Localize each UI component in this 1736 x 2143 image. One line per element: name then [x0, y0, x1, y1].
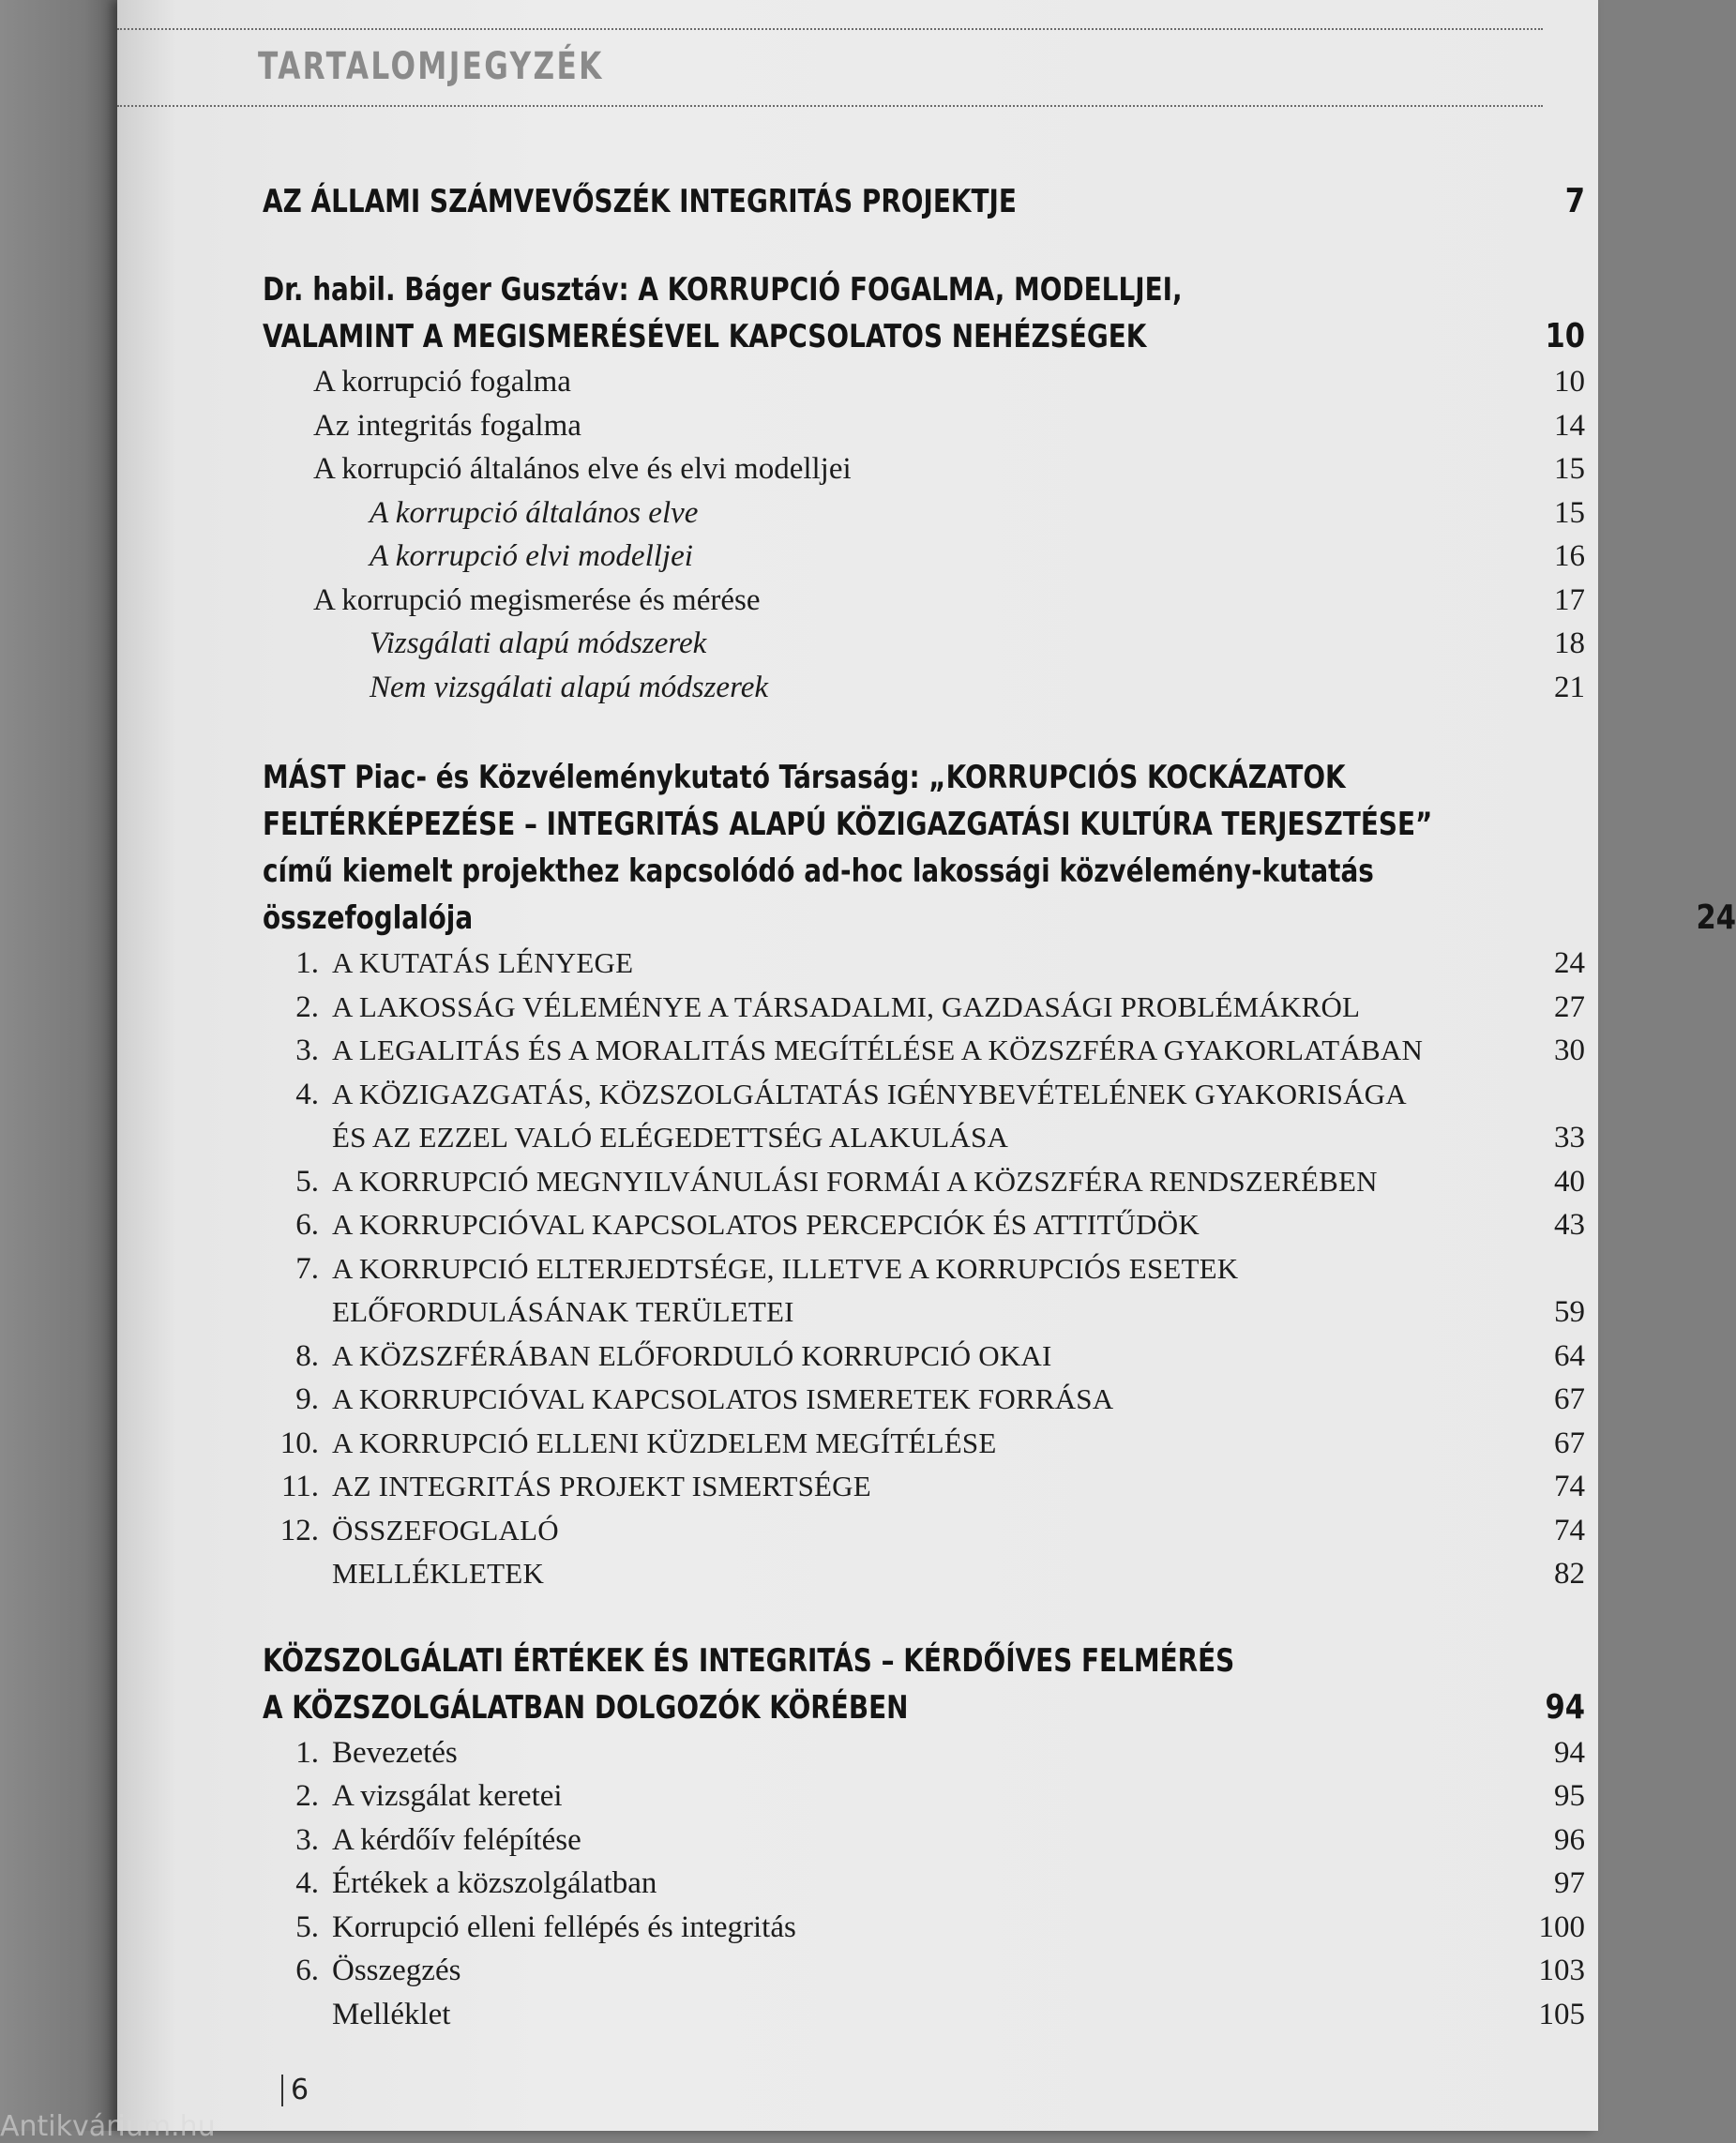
section-heading[interactable] — [263, 266, 1585, 360]
section-title-line: A KÖZSZOLGÁLATBAN DOLGOZÓK KÖRÉBEN — [263, 1688, 909, 1727]
entry-page: 74 — [1554, 1513, 1585, 1547]
entry-title: A KORRUPCIÓ MEGNYILVÁNULÁSI FORMÁI A KÖZSZFÉRA RENDSZERÉBEN — [332, 1164, 1378, 1198]
entry-title: A kérdőív felépítése — [332, 1822, 581, 1857]
toc-entry[interactable] — [263, 1073, 1585, 1160]
toc-entry[interactable] — [263, 1819, 1585, 1863]
toc-entry[interactable] — [263, 1993, 1585, 2037]
section-page-number: 94 — [1545, 1687, 1585, 1727]
entry-number: 12. — [279, 1513, 319, 1547]
entry-page: 97 — [1554, 1866, 1585, 1900]
entry-page: 18 — [1554, 626, 1585, 660]
section-title — [263, 266, 1538, 360]
entry-page: 40 — [1554, 1164, 1585, 1199]
entry-title: Nem vizsgálati alapú módszerek — [370, 670, 768, 704]
toc-entry[interactable] — [263, 1422, 1585, 1466]
entry-title: A LEGALITÁS ÉS A MORALITÁS MEGÍTÉLÉSE A KÖZSZFÉRA GYAKORLATÁBAN — [332, 1034, 1424, 1066]
toc-entry[interactable] — [263, 1465, 1585, 1509]
entry-title: A KUTATÁS LÉNYEGE — [332, 946, 634, 979]
header-rule-bottom — [117, 105, 1543, 107]
entry-page: 33 — [1554, 1121, 1585, 1155]
entry-title: MELLÉKLETEK — [332, 1557, 545, 1590]
section-title-line: című kiemelt projekthez kapcsolódó ad-hoc lakossági közvélemény-kutatás — [263, 853, 1374, 890]
table-of-contents — [263, 178, 1736, 2068]
toc-entry[interactable] — [263, 360, 1585, 404]
section-title — [263, 754, 1689, 942]
entry-page: 15 — [1554, 452, 1585, 486]
entry-page: 24 — [1554, 946, 1585, 980]
entry-title: A KÖZSZFÉRÁBAN ELŐFORDULÓ KORRUPCIÓ OKAI — [332, 1338, 1052, 1372]
entry-title: A KORRUPCIÓVAL KAPCSOLATOS ISMERETEK FORRÁSA — [332, 1382, 1114, 1415]
entry-page: 103 — [1538, 1954, 1585, 1987]
entry-page: 14 — [1554, 408, 1585, 443]
entry-page: 100 — [1538, 1909, 1585, 1944]
section-title-line: MÁST Piac- és Közvéleménykutató Társaság: „KORRUPCIÓS KOCKÁZATOK — [263, 759, 1346, 796]
toc-entry[interactable] — [263, 1160, 1585, 1204]
entry-number: 4. — [295, 1866, 319, 1900]
entry-number: 3. — [295, 1822, 319, 1857]
entry-title: Vizsgálati alapú módszerek — [370, 626, 707, 660]
entry-page: 16 — [1554, 539, 1585, 573]
entry-number: 10. — [279, 1426, 319, 1460]
entry-title: A korrupció általános elve és elvi modelljei — [313, 452, 852, 486]
entry-page: 30 — [1554, 1034, 1585, 1067]
entry-title-line: ELŐFORDULÁSÁNAK TERÜLETEI — [332, 1295, 794, 1328]
entry-title: A korrupció elvi modelljei — [370, 539, 693, 573]
toc-entry[interactable] — [263, 1552, 1585, 1596]
entry-number: 5. — [295, 1164, 319, 1199]
entry-title-line: ÉS AZ EZZEL VALÓ ELÉGEDETTSÉG ALAKULÁSA — [332, 1121, 1009, 1154]
toc-entry[interactable] — [263, 1247, 1585, 1335]
entry-number: 6. — [295, 1208, 319, 1242]
entry-number: 2. — [295, 1779, 319, 1813]
entry-page: 82 — [1554, 1557, 1585, 1591]
section-title-line: KÖZSZOLGÁLATI ÉRTÉKEK ÉS INTEGRITÁS – KÉRDŐÍVES FELMÉRÉS — [263, 1641, 1235, 1680]
entry-page: 43 — [1554, 1208, 1585, 1242]
section-heading[interactable] — [263, 178, 1585, 225]
section-title-line: VALAMINT A MEGISMERÉSÉVEL KAPCSOLATOS NEHÉZSÉGEK — [263, 318, 1147, 355]
toc-subentry[interactable] — [263, 491, 1585, 536]
toc-entry[interactable] — [263, 404, 1585, 448]
entry-page: 27 — [1554, 989, 1585, 1024]
toc-entry[interactable] — [263, 1949, 1585, 1993]
toc-subentry[interactable] — [263, 622, 1585, 666]
toc-entry[interactable] — [263, 1203, 1585, 1247]
section-title-line: Dr. habil. Báger Gusztáv: A KORRUPCIÓ FOGALMA, MODELLJEI, — [263, 271, 1183, 309]
toc-entry[interactable] — [263, 1378, 1585, 1422]
entry-number: 7. — [295, 1251, 319, 1286]
entry-page: 10 — [1554, 365, 1585, 399]
toc-subentry[interactable] — [263, 535, 1585, 579]
entry-title: A KORRUPCIÓVAL KAPCSOLATOS PERCEPCIÓK ÉS ATTITŰDÖK — [332, 1208, 1200, 1241]
entry-title: Értékek a közszolgálatban — [332, 1866, 657, 1900]
entry-number: 8. — [295, 1338, 319, 1373]
entry-number: 1. — [295, 946, 319, 980]
section-page-number: 10 — [1545, 317, 1585, 355]
entry-title: A korrupció általános elve — [370, 495, 699, 530]
entry-number: 1. — [295, 1735, 319, 1770]
entry-page: 17 — [1554, 582, 1585, 617]
entry-title: Az integritás fogalma — [313, 408, 581, 443]
entry-page: 59 — [1554, 1295, 1585, 1329]
entry-title — [332, 1073, 1519, 1160]
entry-title: A vizsgálat keretei — [332, 1779, 563, 1813]
entry-title — [332, 1247, 1519, 1335]
section-title-line: AZ ÁLLAMI SZÁMVEVŐSZÉK INTEGRITÁS PROJEKTJE — [263, 183, 1017, 220]
entry-title: AZ INTEGRITÁS PROJEKT ISMERTSÉGE — [332, 1470, 871, 1502]
section-heading[interactable] — [263, 754, 1736, 942]
toc-section-bager — [263, 266, 1585, 709]
entry-page: 94 — [1554, 1735, 1585, 1770]
entry-page: 74 — [1554, 1470, 1585, 1503]
header-rule-top — [117, 28, 1543, 30]
toc-section-mast — [263, 754, 1736, 1596]
toc-subentry[interactable] — [263, 666, 1585, 710]
toc-entry[interactable] — [263, 447, 1585, 491]
watermark-text: Antikvárium.hu — [0, 2110, 216, 2143]
toc-section-kozszolgalat — [263, 1637, 1585, 2037]
entry-number: 9. — [295, 1382, 319, 1416]
entry-title-line: A KÖZIGAZGATÁS, KÖZSZOLGÁLTATÁS IGÉNYBEVÉTELÉNEK GYAKORISÁGA — [332, 1077, 1407, 1110]
toc-entry[interactable] — [263, 1906, 1585, 1950]
entry-title: A KORRUPCIÓ ELLENI KÜZDELEM MEGÍTÉLÉSE — [332, 1426, 997, 1459]
entry-page: 21 — [1554, 670, 1585, 704]
page-folio-number: 6 — [281, 2075, 309, 2106]
entry-title: Melléklet — [332, 1997, 451, 2031]
page-header-title: TARTALOMJEGYZÉK — [258, 45, 604, 88]
toc-entry[interactable] — [263, 942, 1585, 986]
entry-title: Korrupció elleni fellépés és integritás — [332, 1909, 796, 1944]
toc-entry[interactable] — [263, 579, 1585, 623]
entry-title: A LAKOSSÁG VÉLEMÉNYE A TÁRSADALMI, GAZDASÁGI PROBLÉMÁKRÓL — [332, 989, 1361, 1023]
section-title-line: FELTÉRKÉPEZÉSE – INTEGRITÁS ALAPÚ KÖZIGAZGATÁSI KULTÚRA TERJESZTÉSE” — [263, 806, 1433, 843]
entry-number: 11. — [280, 1470, 319, 1503]
toc-entry[interactable] — [263, 1774, 1585, 1819]
entry-number: 2. — [295, 989, 319, 1024]
entry-title: Bevezetés — [332, 1735, 458, 1770]
entry-title: A korrupció fogalma — [313, 365, 571, 399]
entry-number: 3. — [295, 1034, 319, 1067]
entry-number: 5. — [295, 1909, 319, 1944]
toc-entry[interactable] — [263, 1335, 1585, 1379]
entry-page: 67 — [1554, 1382, 1585, 1416]
toc-entry[interactable] — [263, 1029, 1585, 1073]
entry-title: A korrupció megismerése és mérése — [313, 582, 761, 617]
entry-title: Összegzés — [332, 1954, 461, 1987]
toc-entry[interactable] — [263, 986, 1585, 1030]
section-page-number: 7 — [1564, 182, 1585, 220]
entry-page: 95 — [1554, 1779, 1585, 1813]
toc-entry[interactable] — [263, 1509, 1585, 1553]
entry-title: ÖSSZEFOGLALÓ — [332, 1513, 559, 1547]
book-page — [117, 0, 1736, 2131]
section-title — [263, 178, 1562, 225]
entry-number: 6. — [295, 1954, 319, 1987]
section-title-line: összefoglalója — [263, 899, 474, 937]
entry-page: 67 — [1554, 1426, 1585, 1460]
entry-page: 105 — [1538, 1997, 1585, 2031]
entry-page: 96 — [1554, 1822, 1585, 1857]
section-title — [263, 1637, 1538, 1731]
toc-entry[interactable] — [263, 1731, 1585, 1775]
entry-page: 64 — [1554, 1338, 1585, 1373]
entry-title-line: A KORRUPCIÓ ELTERJEDTSÉGE, ILLETVE A KORRUPCIÓS ESETEK — [332, 1251, 1239, 1285]
entry-number: 4. — [295, 1077, 319, 1111]
section-heading[interactable] — [263, 1637, 1585, 1731]
section-page-number: 24 — [1696, 898, 1736, 937]
toc-entry[interactable] — [263, 1862, 1585, 1906]
entry-page: 15 — [1554, 495, 1585, 530]
toc-section-asz — [263, 178, 1585, 225]
